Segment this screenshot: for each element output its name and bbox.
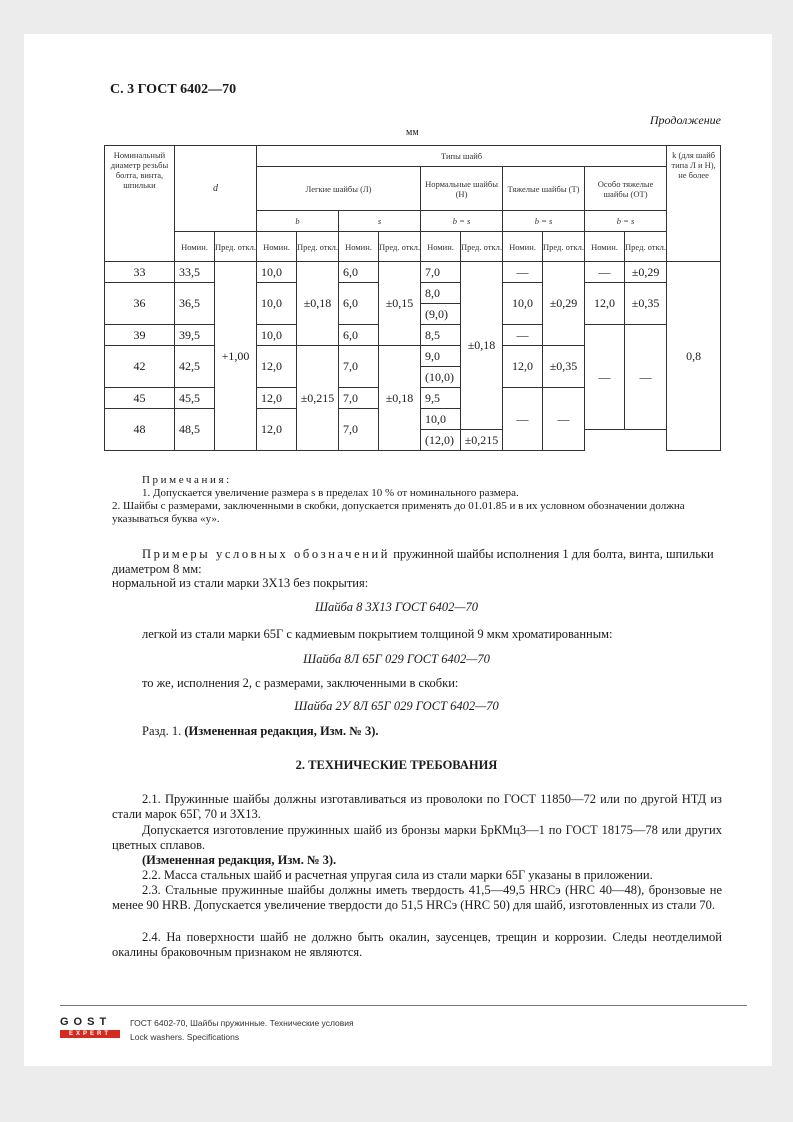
heavy-b: —	[503, 262, 543, 283]
normal-b: (9,0)	[421, 304, 461, 325]
head-nom: Номин.	[585, 232, 625, 262]
razd-bold: (Измененная редакция, Изм. № 3).	[184, 724, 379, 738]
note-1: 1. Допускается увеличение размера s в пределах 10 % от номинального размера.	[142, 487, 519, 499]
light-s: 7,0	[339, 388, 379, 409]
light-b: 12,0	[257, 388, 297, 409]
special-b: —	[585, 325, 625, 430]
clause-2-1-note: Допускается изготовление пружинных шайб из бронзы марки БрКМц3—1 по ГОСТ 18175—78 или других цветных сплавов.	[112, 823, 722, 852]
thread-diameter: 33	[105, 262, 175, 283]
head-special: Особо тяжелые шайбы (ОТ)	[585, 167, 667, 211]
special-b: —	[585, 262, 625, 283]
razd-note	[142, 724, 379, 739]
example-1-formula: Шайба 8 3X13 ГОСТ 6402—70	[314, 600, 479, 614]
normal-b: 8,0	[421, 283, 461, 304]
head-bs-special: b = s	[585, 211, 667, 232]
d-value: 45,5	[175, 388, 215, 409]
light-b-deviation: ±0,215	[297, 346, 339, 451]
light-s-deviation: ±0,18	[379, 346, 421, 451]
d-value: 42,5	[175, 346, 215, 388]
light-b: 10,0	[257, 262, 297, 283]
heavy-b: —	[503, 388, 543, 451]
section-title: 2. ТЕХНИЧЕСКИЕ ТРЕБОВАНИЯ	[295, 758, 498, 772]
k-value: 0,8	[667, 262, 721, 451]
head-nom: Номин.	[339, 232, 379, 262]
head-normal: Нормальные шайбы (Н)	[421, 167, 503, 211]
special-deviation: ±0,29	[625, 262, 667, 283]
thread-diameter: 42	[105, 346, 175, 388]
logo-expert: EXPERT	[60, 1030, 120, 1038]
example-1-text: нормальной из стали марки 3X13 без покрытия:	[112, 576, 369, 590]
normal-b: 8,5	[421, 325, 461, 346]
head-nom: Номин.	[503, 232, 543, 262]
table-notes	[112, 474, 722, 526]
clause-2-3: 2.3. Стальные пружинные шайбы должны иметь твердость 41,5—49,5 HRCэ (HRC 40—48), бронзовые не менее 90 HRB. Допускается увеличение твердости до 51,5 HRCэ (HRC 50) для шайб, изготовленных из стали 70.	[112, 883, 722, 912]
special-deviation: —	[625, 325, 667, 430]
heavy-deviation: ±0,35	[543, 346, 585, 388]
light-b: 10,0	[257, 283, 297, 325]
d-deviation: +1,00	[215, 262, 257, 451]
head-types: Типы шайб	[257, 146, 667, 167]
head-nom: Номин.	[421, 232, 461, 262]
head-dev: Пред. откл.	[461, 232, 503, 262]
examples-lead: Примеры условных обозначений	[142, 547, 391, 561]
dimensions-table	[104, 145, 721, 451]
example-2-formula: Шайба 8Л 65Г 029 ГОСТ 6402—70	[303, 652, 490, 666]
head-dev: Пред. откл.	[379, 232, 421, 262]
head-nom: Номин.	[175, 232, 215, 262]
d-value: 39,5	[175, 325, 215, 346]
heavy-deviation: —	[543, 388, 585, 451]
head-s: s	[339, 211, 421, 232]
head-bs-heavy: b = s	[503, 211, 585, 232]
footer-divider	[60, 1005, 747, 1006]
heavy-b: —	[503, 325, 543, 346]
heavy-b: 10,0	[503, 283, 543, 325]
head-dev: Пред. откл.	[625, 232, 667, 262]
clause-2-1-change: (Измененная редакция, Изм. № 3).	[142, 853, 337, 867]
head-d: d	[175, 146, 257, 232]
light-s: 7,0	[339, 346, 379, 388]
head-light: Легкие шайбы (Л)	[257, 167, 421, 211]
clause-2-2: 2.2. Масса стальных шайб и расчетная упругая сила из стали марки 65Г указаны в приложении.	[142, 868, 653, 882]
razd-label: Разд. 1.	[142, 724, 182, 738]
light-s: 6,0	[339, 325, 379, 346]
special-deviation: ±0,35	[625, 283, 667, 325]
light-s: 6,0	[339, 283, 379, 325]
example-3-text: то же, исполнения 2, с размерами, заключенными в скобки:	[142, 676, 459, 690]
example-2-text: легкой из стали марки 65Г с кадмиевым покрытием толщиной 9 мкм хроматированным:	[142, 627, 613, 641]
note-2: 2. Шайбы с размерами, заключенными в скобки, допускается применять до 01.01.85 и в их условном обозначении должна указываться буква «у».	[112, 500, 685, 525]
normal-b: 7,0	[421, 262, 461, 283]
head-dev: Пред. откл.	[297, 232, 339, 262]
normal-b: 9,5	[421, 388, 461, 409]
light-b: 12,0	[257, 409, 297, 451]
special-b: 12,0	[585, 283, 625, 325]
normal-b: 10,0	[421, 409, 461, 430]
d-value: 36,5	[175, 283, 215, 325]
light-s: 6,0	[339, 262, 379, 283]
light-b: 12,0	[257, 346, 297, 388]
continuation-label: Продолжение	[649, 113, 721, 127]
light-s: 7,0	[339, 409, 379, 451]
logo-gost: GOST	[60, 1016, 112, 1028]
thread-diameter: 45	[105, 388, 175, 409]
example-3-formula: Шайба 2У 8Л 65Г 029 ГОСТ 6402—70	[294, 699, 499, 713]
examples-lead-rest: пружинной шайбы исполнения 1 для болта, винта, шпильки диаметром 8 мм:	[112, 547, 714, 576]
clause-2-4: 2.4. На поверхности шайб не должно быть окалин, заусенцев, трещин и коррозии. Следы неотделимой окалины браковочным признаком не являются.	[112, 930, 722, 959]
light-b: 10,0	[257, 325, 297, 346]
page-header: С. 3 ГОСТ 6402—70	[110, 82, 237, 97]
heavy-b: 12,0	[503, 346, 543, 388]
head-dev: Пред. откл.	[215, 232, 257, 262]
head-b: b	[257, 211, 339, 232]
footer-title-en: Lock washers. Specifications	[130, 1032, 240, 1042]
thread-diameter: 39	[105, 325, 175, 346]
normal-deviation: ±0,215	[461, 430, 503, 451]
normal-deviation: ±0,18	[461, 262, 503, 430]
light-b-deviation: ±0,18	[297, 262, 339, 346]
head-bs-normal: b = s	[421, 211, 503, 232]
d-value: 48,5	[175, 409, 215, 451]
thread-diameter: 48	[105, 409, 175, 451]
head-nom: Номин.	[257, 232, 297, 262]
notes-title: Примечания:	[142, 474, 232, 486]
head-heavy: Тяжелые шайбы (Т)	[503, 167, 585, 211]
head-nominal: Номинальный диаметр резьбы болта, винта, шпильки	[105, 146, 175, 262]
light-s-deviation: ±0,15	[379, 262, 421, 346]
head-k: k (для шайб типа Л и Н), не более	[667, 146, 721, 262]
normal-b: (12,0)	[421, 430, 461, 451]
unit-label: мм	[406, 127, 419, 138]
footer-title-ru: ГОСТ 6402-70, Шайбы пружинные. Технические условия	[130, 1018, 354, 1028]
head-dev: Пред. откл.	[543, 232, 585, 262]
normal-b: (10,0)	[421, 367, 461, 388]
d-value: 33,5	[175, 262, 215, 283]
examples-intro	[112, 547, 722, 577]
clause-2-1: 2.1. Пружинные шайбы должны изготавливаться из проволоки по ГОСТ 11850—72 или по другой НТД из стали марок 65Г, 70 и 3X13.	[112, 792, 722, 821]
normal-b: 9,0	[421, 346, 461, 367]
thread-diameter: 36	[105, 283, 175, 325]
gost-expert-logo	[60, 1017, 120, 1038]
heavy-deviation: ±0,29	[543, 262, 585, 346]
